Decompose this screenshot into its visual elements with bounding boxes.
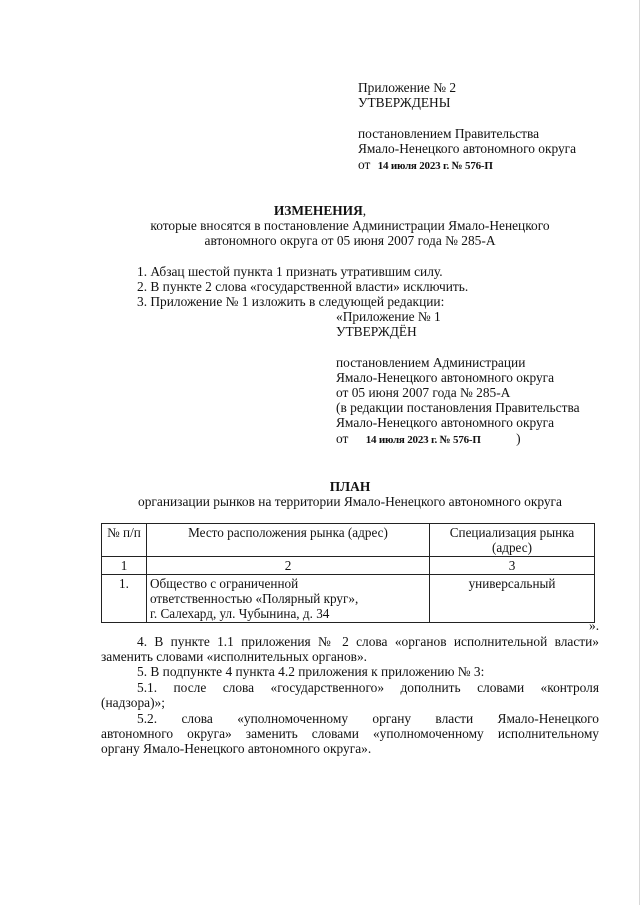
row-number: 1. (102, 575, 147, 623)
item-1: 1. Абзац шестой пункта 1 признать утратившим силу. (137, 264, 443, 279)
date-prefix: от (358, 157, 371, 172)
item-2: 2. В пункте 2 слова «государственной власти» исключить. (137, 279, 469, 294)
inner-edition-line: (в редакции постановления Правительства (336, 400, 580, 415)
location-line: Общество с ограниченной (150, 576, 299, 591)
region-line: Ямало-Ненецкого автономного округа (358, 141, 577, 156)
index-cell: 3 (430, 557, 595, 575)
header-location: Место расположения рынка (адрес) (147, 524, 430, 557)
header-specialization: Специализация рынка (адрес) (430, 524, 595, 557)
inner-appendix-number: «Приложение № 1 (336, 309, 441, 324)
index-cell: 2 (147, 557, 430, 575)
para-4-line-2: заменить словами «исполнительных органов». (101, 649, 368, 664)
inner-resolution-line: постановлением Администрации (336, 355, 526, 370)
inner-approved-label: УТВЕРЖДЁН (336, 324, 417, 339)
inner-close-paren: ) (516, 431, 521, 446)
resolution-line: постановлением Правительства (358, 126, 540, 141)
plan-heading: ПЛАН (329, 479, 371, 494)
para-5-2-line-1: 5.2. слова «уполномоченному органу власти Ямало-Ненецкого (137, 711, 599, 726)
table-index-row (102, 557, 595, 575)
closing-quote: ». (589, 618, 600, 633)
para-5-1-line-2: (надзора)»; (101, 695, 165, 710)
row-location (147, 575, 430, 623)
para-5: 5. В подпункте 4 пункта 4.2 приложения к приложению № 3: (137, 664, 485, 679)
plan-subtitle: организации рынков на территории Ямало-Ненецкого автономного округа (138, 494, 562, 509)
inner-region-line: Ямало-Ненецкого автономного округа (336, 370, 555, 385)
inner-date-line (336, 431, 521, 448)
index-cell: 1 (102, 557, 147, 575)
appendix-number: Приложение № 2 (358, 80, 457, 95)
para-5-1-line-1: 5.1. после слова «государственного» дополнить словами «контроля (137, 680, 599, 695)
location-line: г. Салехард, ул. Чубынина, д. 34 (150, 606, 330, 621)
changes-heading-comma: , (362, 203, 367, 218)
markets-table (101, 523, 595, 623)
approved-label: УТВЕРЖДЕНЫ (358, 95, 451, 110)
para-4-line-1: 4. В пункте 1.1 приложения № 2 слова «органов исполнительной власти» (137, 634, 599, 649)
table-row (102, 575, 595, 623)
inner-date-prefix: от (336, 431, 349, 446)
inner-orig-date: от 05 июня 2007 года № 285-А (336, 385, 511, 400)
inner-date-value: 14 июля 2023 г. № 576-П (365, 434, 481, 446)
inner-edition-region: Ямало-Ненецкого автономного округа (336, 415, 555, 430)
changes-heading (0, 203, 640, 219)
item-3: 3. Приложение № 1 изложить в следующей редакции: (137, 294, 445, 309)
table-header-row (102, 524, 595, 557)
date-line (358, 157, 493, 174)
para-5-2-line-2: автономного округа» заменить словами «уполномоченному исполнительному (101, 726, 599, 741)
row-specialization: универсальный (430, 575, 595, 623)
date-value: 14 июля 2023 г. № 576-П (377, 160, 493, 172)
title-line-2: автономного округа от 05 июня 2007 года № 285-А (204, 233, 496, 248)
para-5-2-line-3: органу Ямало-Ненецкого автономного округа». (101, 741, 372, 756)
changes-heading-text: ИЗМЕНЕНИЯ (273, 203, 363, 218)
header-number: № п/п (102, 524, 147, 557)
title-line-1: которые вносятся в постановление Администрации Ямало-Ненецкого (150, 218, 550, 233)
location-line: ответственностью «Полярный круг», (150, 591, 359, 606)
